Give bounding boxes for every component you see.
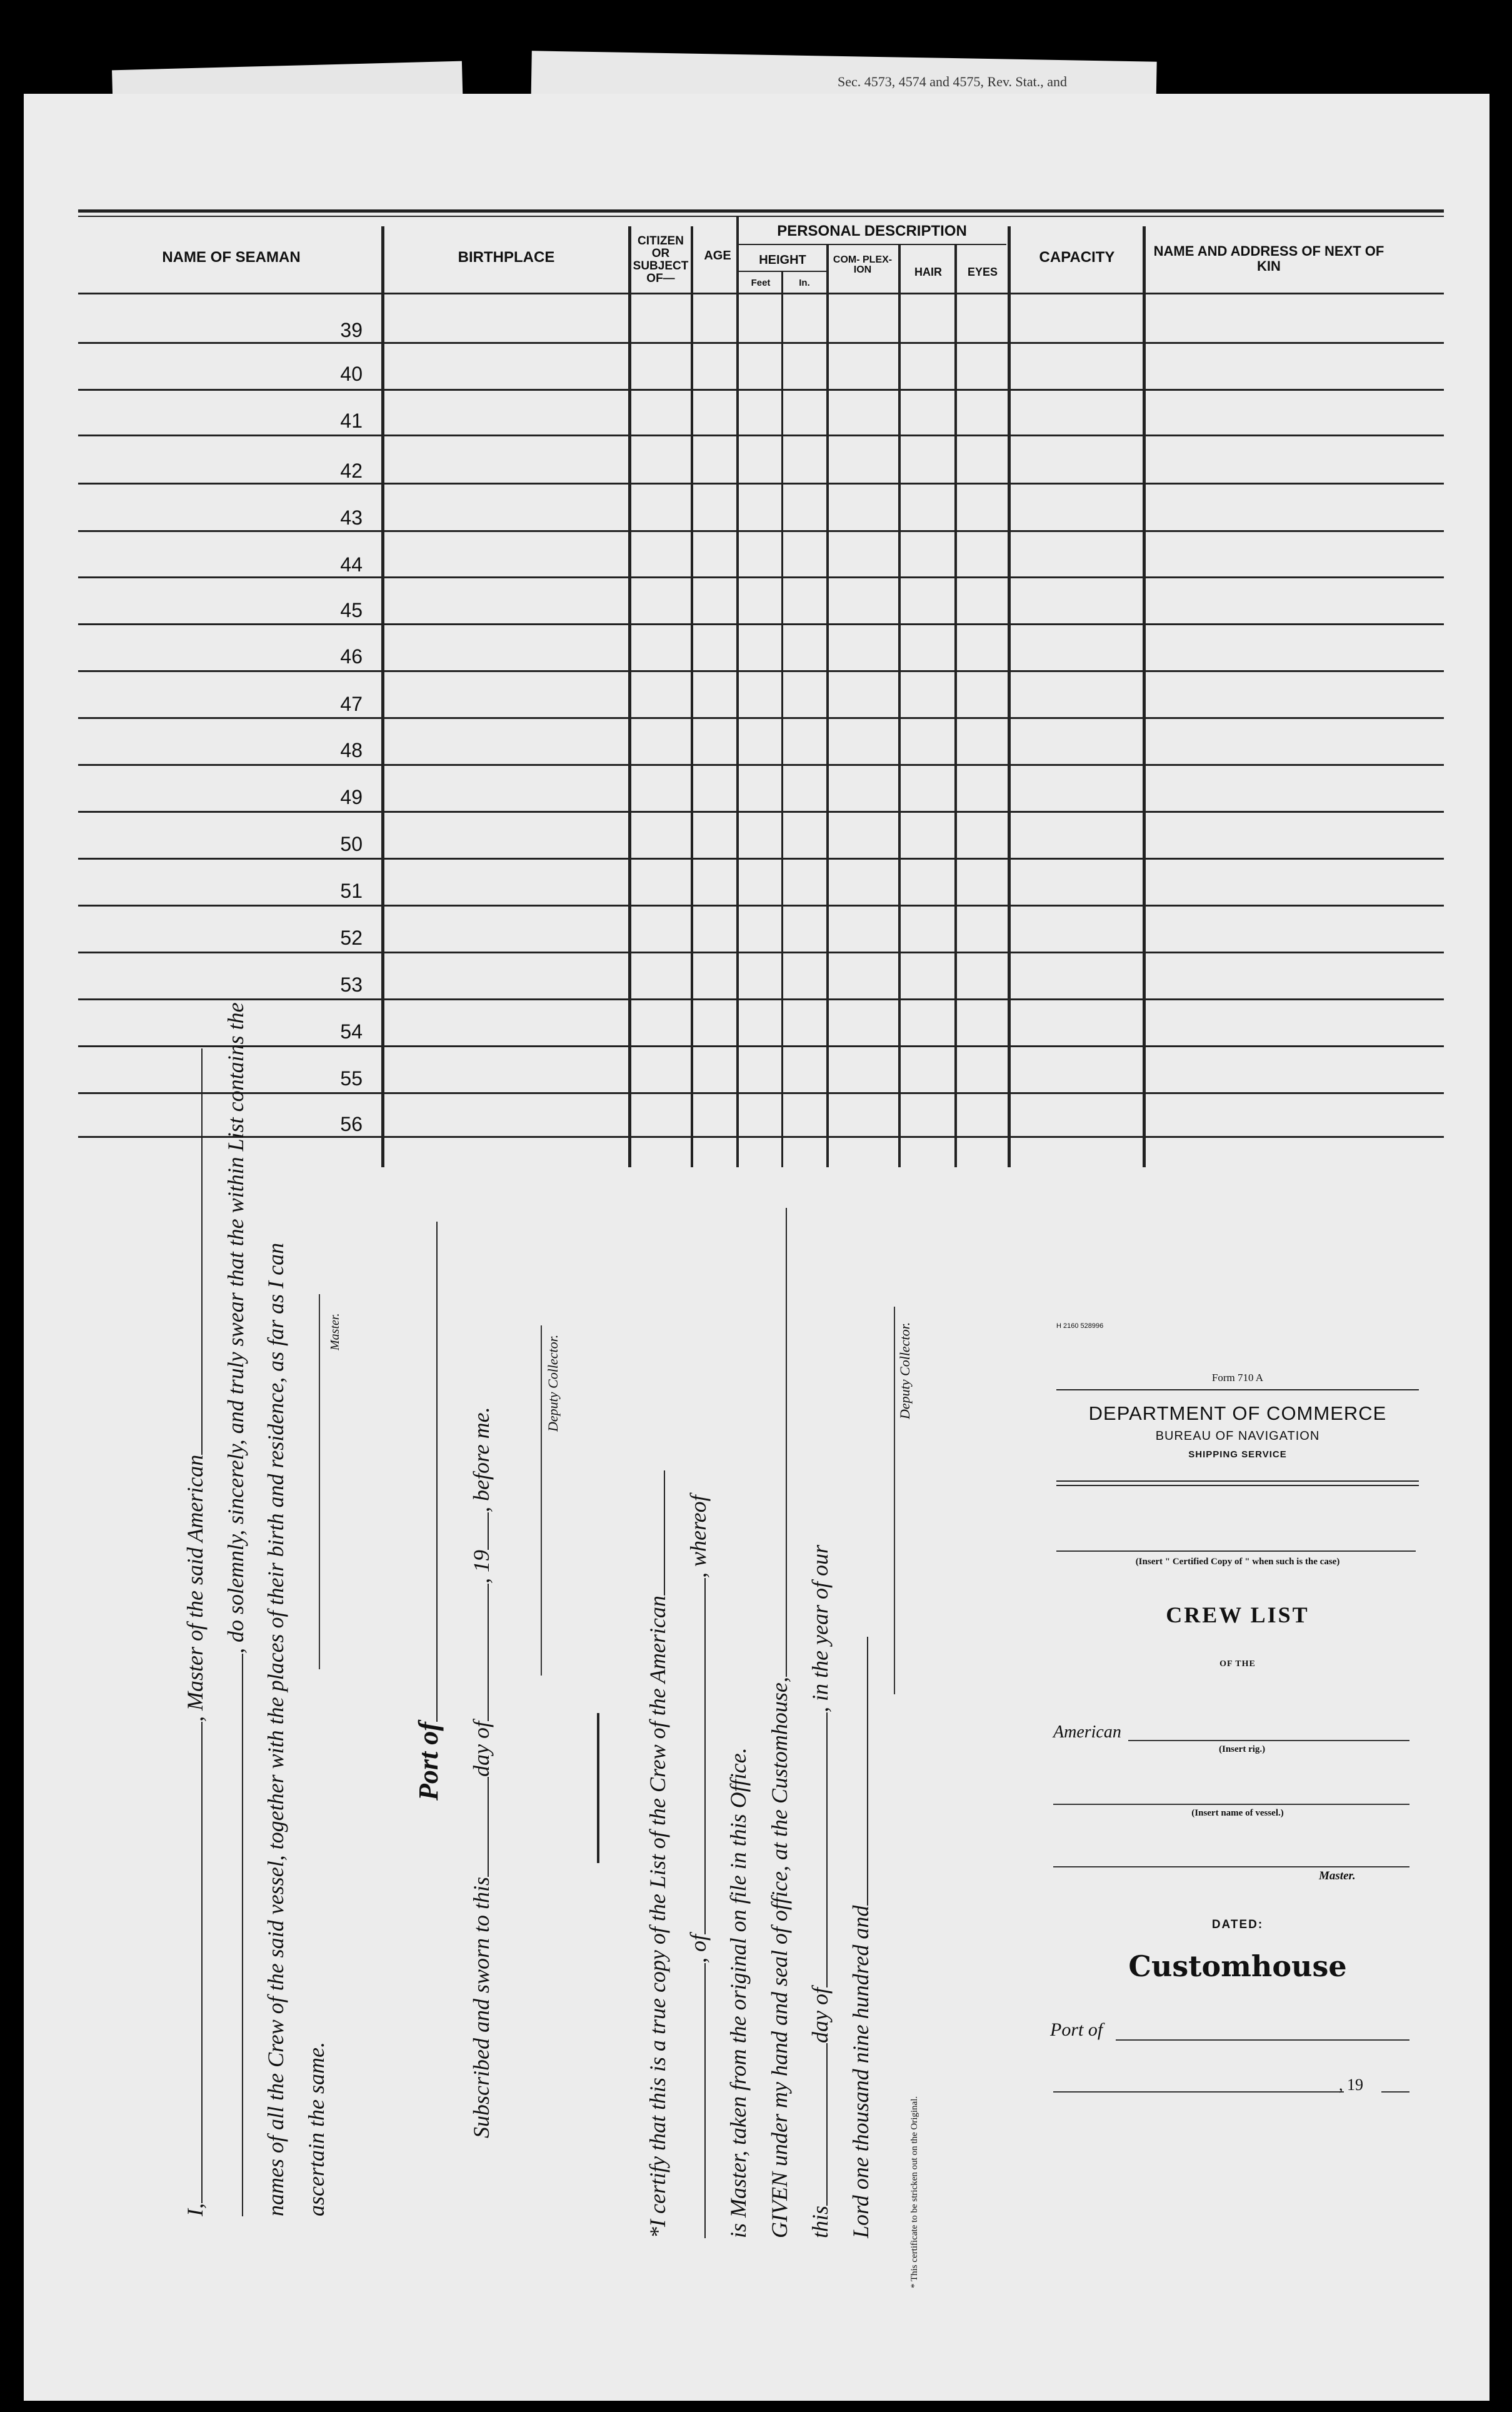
crew-list-title: CREW LIST [1166, 1602, 1309, 1627]
row-number: 43 [340, 506, 363, 529]
master-name-line [1053, 1866, 1409, 1867]
dated-label: DATED: [1211, 1918, 1264, 1931]
cert-line-3: is Master, taken from the original on file in this Office. [726, 1747, 751, 2238]
row-number: 40 [340, 363, 363, 385]
cover-master-label: Master. [1319, 1869, 1356, 1882]
row-number: 49 [340, 786, 363, 808]
american-label: American [1053, 1722, 1121, 1742]
header-citizen: CITIZEN OR SUBJECT OF— [633, 234, 689, 285]
cover-year-line [1381, 2091, 1409, 2093]
separator-rule [597, 1713, 599, 1863]
row-number: 55 [340, 1067, 363, 1090]
row-number: 54 [340, 1020, 363, 1043]
row-number: 44 [340, 553, 363, 576]
header-age: AGE [704, 249, 731, 263]
header-capacity: CAPACITY [1039, 249, 1115, 266]
insert-certified-note: (Insert " Certified Copy of " when such is the case) [1135, 1557, 1340, 1567]
cert-line-5: thisday of, in the year of our [808, 1545, 833, 2238]
of-the-label: OF THE [1219, 1659, 1256, 1669]
row-number: 46 [340, 645, 363, 668]
cert-line-2: , of, whereof [684, 1495, 711, 2238]
header-height: HEIGHT [759, 253, 806, 267]
oath-line-1: I,, Master of the said American [181, 1048, 208, 2216]
cover-port-line [1116, 2039, 1409, 2041]
statute-stamp: Sec. 4573, 4574 and 4575, Rev. Stat., and [838, 74, 1068, 89]
cert-deputy-signature-line [894, 1307, 895, 1694]
deputy-signature-line [541, 1325, 542, 1676]
header-hair: HAIR [914, 266, 942, 278]
header-name: NAME OF SEAMAN [162, 249, 301, 266]
row-number: 48 [340, 739, 363, 761]
row-number: 52 [340, 927, 363, 949]
header-eyes: EYES [967, 266, 998, 278]
deputy-label: Deputy Collector. [545, 1334, 561, 1432]
cover-date-line [1053, 2091, 1344, 2093]
row-number: 39 [340, 319, 363, 341]
print-code: H 2160 528996 [1056, 1322, 1104, 1330]
cert-line-6: Lord one thousand nine hundred and [847, 1637, 874, 2238]
cover-year-label: , 19 [1339, 2076, 1363, 2094]
oath-line-3: names of all the Crew of the said vessel, together with the places of their birth and residence, as far as I can [263, 1242, 288, 2216]
row-number: 51 [340, 880, 363, 902]
row-number: 53 [340, 973, 363, 996]
form-number: Form 710 A [1211, 1372, 1264, 1384]
master-label: Master. [328, 1313, 342, 1350]
cover-port-label: Port of [1050, 2019, 1103, 2040]
insert-name-note: (Insert name of vessel.) [1191, 1808, 1284, 1818]
oath-line-2: , do solemnly, sincerely, and truly swear that the within List contains the [222, 1002, 249, 2216]
bureau-title: BUREAU OF NAVIGATION [1155, 1429, 1320, 1443]
row-number: 42 [340, 460, 363, 482]
row-number: 41 [340, 410, 363, 432]
row-number: 45 [340, 599, 363, 621]
row-number: 56 [340, 1113, 363, 1135]
header-feet: Feet [751, 278, 771, 288]
cert-line-1: *I certify that this is a true copy of the List of the Crew of the American [644, 1470, 671, 2238]
header-inches: In. [799, 278, 810, 288]
row-number: 47 [340, 693, 363, 715]
vessel-rig-line [1128, 1740, 1409, 1741]
service-title: SHIPPING SERVICE [1188, 1449, 1287, 1460]
cert-deputy-label: Deputy Collector. [897, 1322, 913, 1419]
subscribed-line: Subscribed and sworn to thisday of, 19, before me. [469, 1407, 494, 2138]
department-title: DEPARTMENT OF COMMERCE [1088, 1402, 1387, 1424]
vessel-name-line [1053, 1804, 1409, 1805]
oath-line-4: ascertain the same. [304, 2042, 329, 2216]
master-signature-line [319, 1294, 320, 1669]
header-personal-description: PERSONAL DESCRIPTION [777, 223, 967, 239]
header-next-of-kin: NAME AND ADDRESS OF NEXT OF KIN [1153, 243, 1384, 274]
port-of-label: Port of [413, 1222, 444, 1801]
customhouse-title: Customhouse [1128, 1949, 1347, 1983]
header-complexion: COM- PLEX- ION [833, 254, 893, 275]
row-number: 50 [340, 833, 363, 855]
cert-line-4: GIVEN under my hand and seal of office, at the Customhouse, [766, 1208, 793, 2238]
insert-rig-note: (Insert rig.) [1219, 1744, 1266, 1754]
certified-copy-line [1056, 1550, 1416, 1552]
cert-footnote: * This certificate to be stricken out on the Original. [909, 2096, 919, 2288]
header-birthplace: BIRTHPLACE [458, 249, 555, 266]
